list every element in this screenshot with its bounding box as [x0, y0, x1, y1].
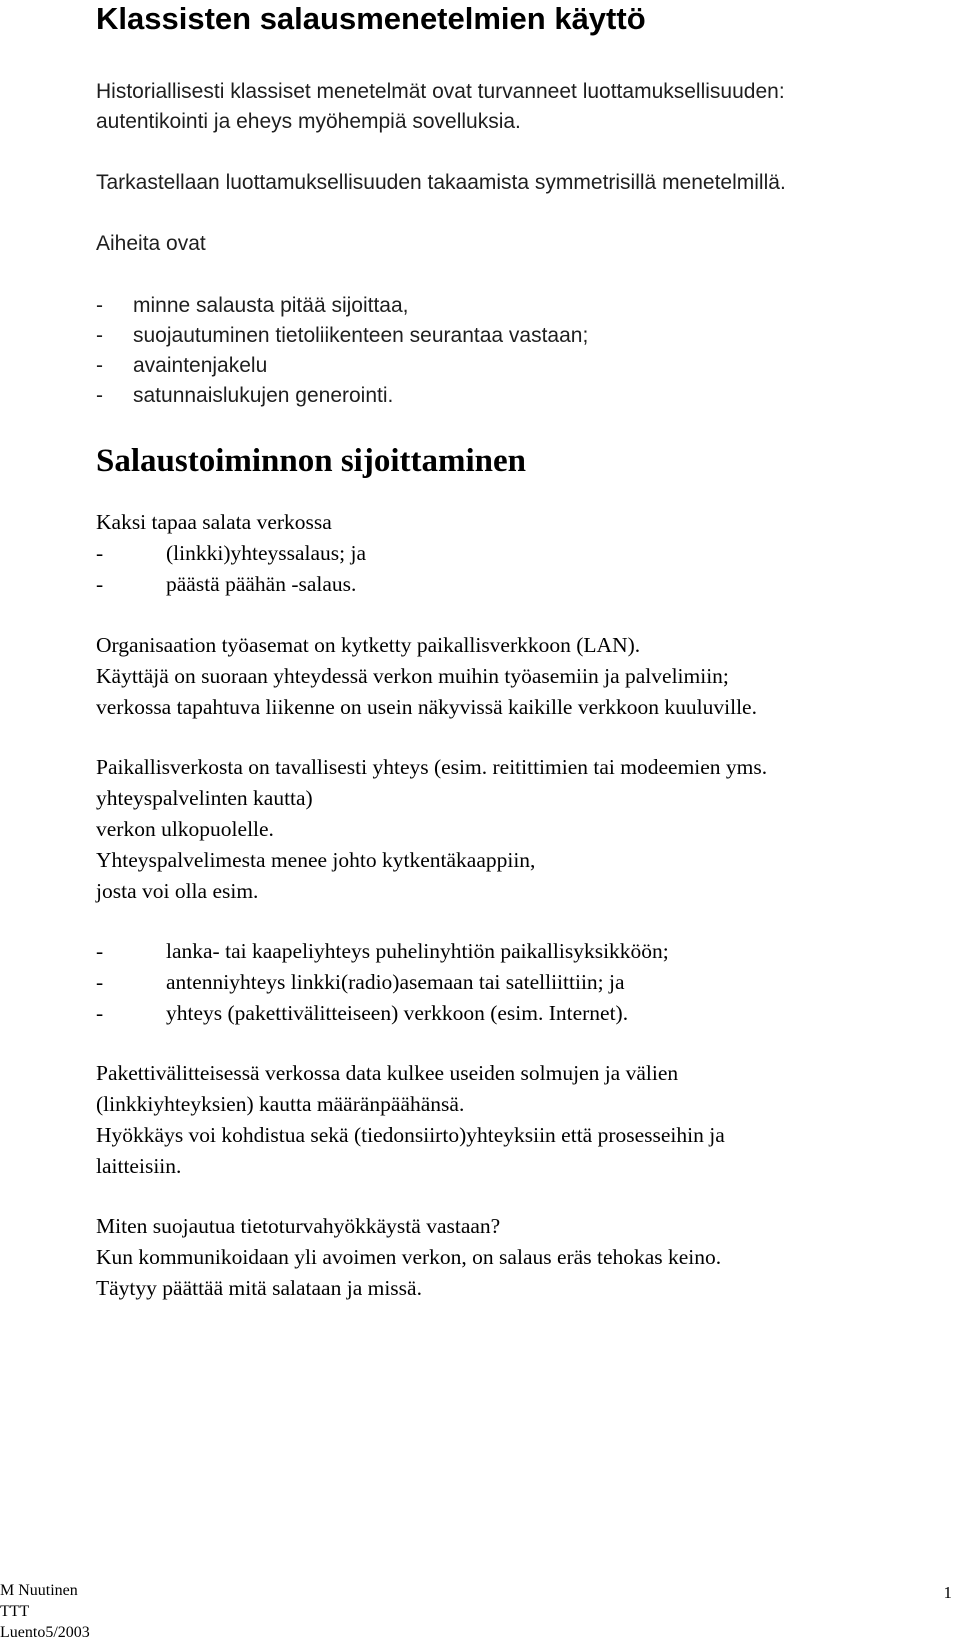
- outside-line-2: yhteyspalvelinten kautta): [96, 786, 313, 810]
- bullet-dash: -: [96, 324, 103, 347]
- bullet-dash: -: [96, 354, 103, 377]
- page-number: 1: [943, 1583, 952, 1602]
- section-heading: Salaustoiminnon sijoittaminen: [96, 443, 526, 479]
- list-item-text: lanka- tai kaapeliyhteys puhelinyhtiön paikallisyksikköön;: [166, 939, 669, 963]
- bullet-dash: -: [96, 1001, 104, 1025]
- intro-paragraph-2: Tarkastellaan luottamuksellisuuden takaamista symmetrisillä menetelmillä.: [96, 171, 786, 194]
- bullet-dash: -: [96, 572, 104, 596]
- lan-line-1: Organisaation työasemat on kytketty paikallisverkkoon (LAN).: [96, 633, 641, 657]
- packet-line-3: Hyökkäys voi kohdistua sekä (tiedonsiirto)yhteyksiin että prosesseihin ja: [96, 1123, 725, 1147]
- packet-line-2: (linkkiyhteyksien) kautta määränpäähänsä.: [96, 1092, 465, 1116]
- packet-line-4: laitteisiin.: [96, 1154, 182, 1178]
- list-item-text: avaintenjakelu: [133, 354, 268, 377]
- footer-lecture: Luento5/2003: [0, 1624, 90, 1641]
- outside-line-5: josta voi olla esim.: [96, 879, 259, 903]
- bullet-dash: -: [96, 294, 103, 317]
- footer-info: [0, 1580, 90, 1643]
- question-line-3: Täytyy päättää mitä salataan ja missä.: [96, 1276, 422, 1300]
- packet-line-1: Pakettivälitteisessä verkossa data kulkee useiden solmujen ja välien: [96, 1061, 679, 1085]
- list-item-text: yhteys (pakettivälitteiseen) verkkoon (esim. Internet).: [166, 1001, 629, 1025]
- page-title: Klassisten salausmenetelmien käyttö: [96, 1, 646, 36]
- bullet-dash: -: [96, 541, 104, 565]
- topics-heading: Aiheita ovat: [96, 232, 206, 255]
- footer-course: TTT: [0, 1603, 30, 1620]
- bullet-dash: -: [96, 970, 104, 994]
- list-item-text: minne salausta pitää sijoittaa,: [133, 294, 409, 317]
- ways-heading: Kaksi tapaa salata verkossa: [96, 510, 332, 534]
- list-item-text: päästä päähän -salaus.: [166, 572, 357, 596]
- bullet-dash: -: [96, 384, 103, 407]
- list-item-text: suojautuminen tietoliikenteen seurantaa vastaan;: [133, 324, 589, 347]
- lan-line-2: Käyttäjä on suoraan yhteydessä verkon muihin työasemiin ja palvelimiin;: [96, 664, 729, 688]
- footer-author: M Nuutinen: [0, 1582, 78, 1599]
- outside-line-1: Paikallisverkosta on tavallisesti yhteys (esim. reitittimien tai modeemien yms.: [96, 755, 768, 779]
- outside-line-4: Yhteyspalvelimesta menee johto kytkentäkaappiin,: [96, 848, 536, 872]
- outside-line-3: verkon ulkopuolelle.: [96, 817, 274, 841]
- intro-line-1: Historiallisesti klassiset menetelmät ovat turvanneet luottamuksellisuuden:: [96, 80, 785, 103]
- intro-line-2: autentikointi ja eheys myöhempiä sovelluksia.: [96, 110, 521, 133]
- bullet-dash: -: [96, 939, 104, 963]
- lan-line-3: verkossa tapahtuva liikenne on usein näkyvissä kaikille verkkoon kuuluville.: [96, 695, 757, 719]
- list-item-text: (linkki)yhteyssalaus; ja: [166, 541, 367, 565]
- question-line-2: Kun kommunikoidaan yli avoimen verkon, on salaus eräs tehokas keino.: [96, 1245, 722, 1269]
- question-line-1: Miten suojautua tietoturvahyökkäystä vastaan?: [96, 1214, 501, 1238]
- list-item-text: antenniyhteys linkki(radio)asemaan tai satelliittiin; ja: [166, 970, 625, 994]
- list-item-text: satunnaislukujen generointi.: [133, 384, 394, 407]
